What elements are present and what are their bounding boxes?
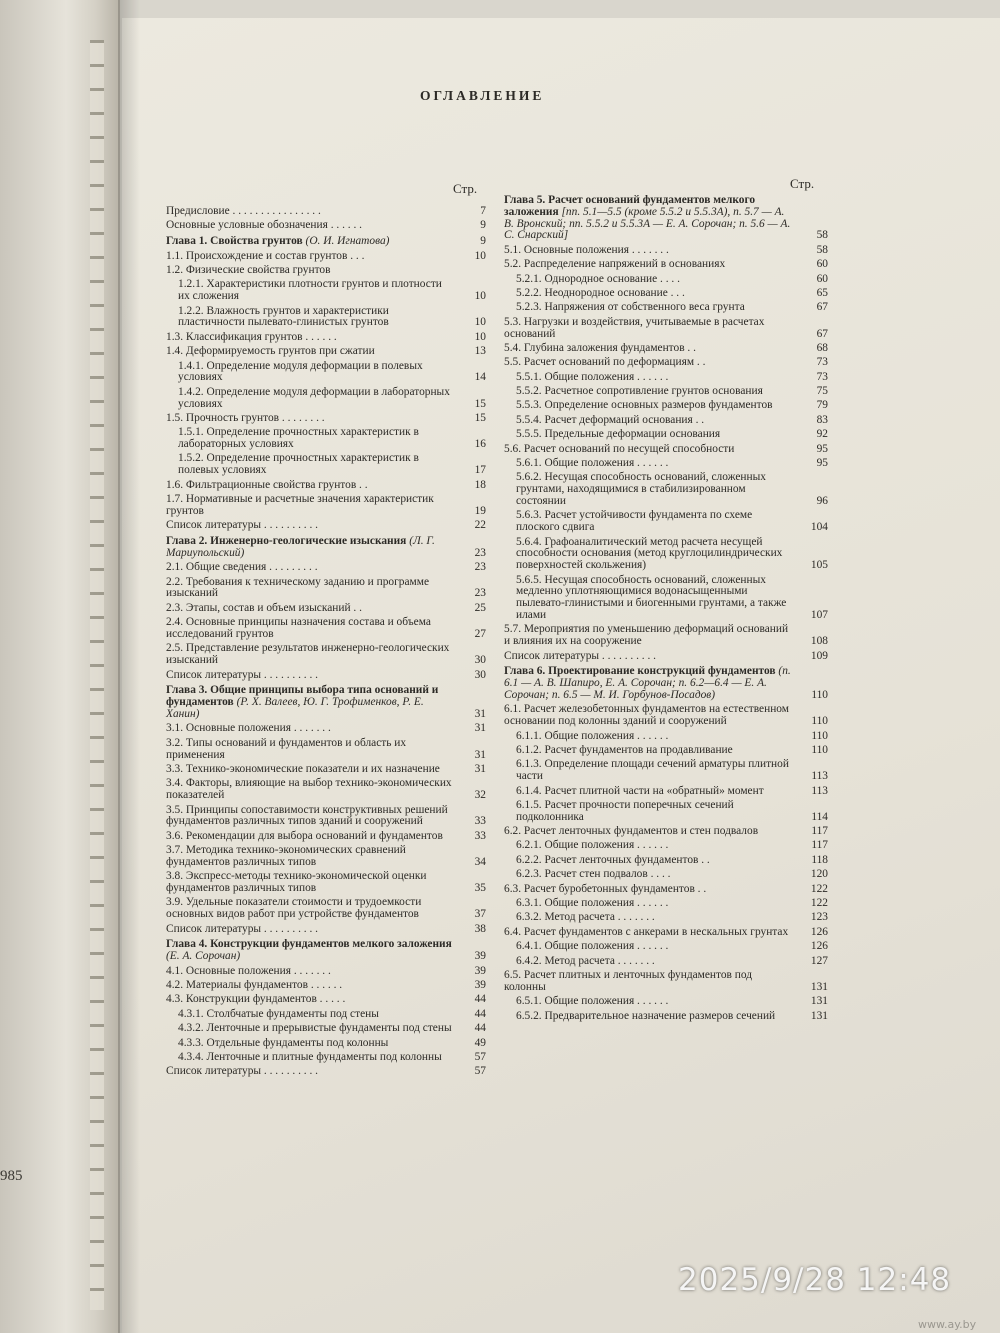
toc-entry-page: 35 [474,882,486,895]
toc-entry-page: 104 [810,521,828,534]
toc-entry-title: 3.4. Факторы, влияющие на выбор технико-экономических показателей [166,777,452,802]
toc-entry-page: 10 [474,330,486,343]
toc-entry-title: 5.6.2. Несущая способность оснований, сложенных грунтами, находящимися в стабилизированном состоянии [516,471,766,508]
toc-entry-title: 6.2. Расчет ленточных фундаментов и стен подвалов [504,825,759,838]
toc-entry-title: 6.2.3. Расчет стен подвалов . . . . [516,868,671,881]
toc-entry-title: 4.3. Конструкции фундаментов . . . . . [166,993,346,1006]
toc-entry-title: 6.3.2. Метод расчета . . . . . . . [516,911,655,924]
toc-entry [166,805,486,829]
toc-entry-title: 6.1.2. Расчет фундаментов на продавливание [516,743,733,756]
toc-entry-title: 5.5. Расчет оснований по деформациям . . [504,356,706,369]
toc-entry [166,279,486,303]
toc-entry-title: 6.2.2. Расчет ленточных фундаментов . . [516,853,710,866]
toc-entry-page: 10 [474,316,486,329]
toc-entry [504,956,828,968]
toc-entry-title: 1.2. Физические свойства грунтов [166,263,331,276]
toc-entry-page: 14 [474,371,486,384]
toc-entry-title: 3.6. Рекомендации для выбора оснований и фундаментов [166,829,443,842]
toc-entry-title: Список литературы . . . . . . . . . . [504,649,657,662]
toc-entry [504,927,828,939]
toc-entry-title: 5.5.1. Общие положения . . . . . . [516,370,669,383]
toc-entry-page: 30 [474,654,486,667]
toc-entry-authors: (Р. Х. Валеев, Ю. Г. Трофименков, Р. Е. Ханин) [166,696,424,720]
toc-entry-page: 33 [474,815,486,828]
toc-entry-page: 25 [474,601,486,614]
toc-entry-page: 19 [474,504,486,517]
toc-entry [166,480,486,492]
toc-entry-page: 117 [811,825,828,838]
toc-entry-page: 83 [816,413,828,426]
toc-entry-title: 1.4. Деформируемость грунтов при сжатии [166,345,375,358]
toc-entry [504,259,828,271]
toc-entry-title: 4.3.4. Ленточные и плитные фундаменты под колонны [178,1050,442,1063]
toc-entry-title: 5.6.1. Общие положения . . . . . . [516,457,669,470]
toc-entry-page: 30 [474,668,486,681]
toc-entry [504,343,828,355]
toc-entry [504,731,828,743]
toc-entry-authors: [пп. 5.1—5.5 (кроме 5.5.2 и 5.5.3А), п. 5.7 — А. В. Вронский; пп. 5.5.2 и 5.5.3А — Е. А. Сорочан; п. 5.6 — А. С. Снарский] [504,205,791,242]
toc-entry-page: 15 [474,411,486,424]
toc-entry [166,346,486,358]
toc-entry-title: 6.1.5. Расчет прочности поперечных сечений подколонника [516,798,734,823]
toc-entry-page: 16 [474,438,486,451]
toc-entry-title: 6.1.3. Определение площади сечений арматуры плитной части [516,758,789,783]
toc-entry-page: 73 [816,356,828,369]
toc-entry-title: 5.5.5. Предельные деформации основания [516,428,721,441]
toc-entry [166,220,486,232]
toc-entry-page: 31 [474,762,486,775]
toc-entry [166,251,486,263]
toc-entry-page: 39 [474,964,486,977]
toc-entry-page: 57 [474,1050,486,1063]
toc-entry-page: 37 [474,908,486,921]
toc-entry [166,994,486,1006]
toc-entry-title: 1.4.1. Определение модуля деформации в полевых условиях [178,359,423,384]
toc-entry [504,444,828,456]
toc-entry-title: 6.4. Расчет фундаментов с анкерами в нескальных грунтах [504,925,789,938]
toc-entry [504,970,828,994]
toc-entry [166,778,486,802]
toc-entry [504,372,828,384]
toc-entry-page: 58 [816,229,828,242]
toc-chapter-entry [166,536,486,560]
toc-entry-title: 5.4. Глубина заложения фундаментов . . [504,341,696,354]
toc-entry-title: 6.4.2. Метод расчета . . . . . . . [516,954,655,967]
toc-entry-title: Предисловие . . . . . . . . . . . . . . . . [166,205,321,217]
toc-entry-page: 32 [474,789,486,802]
toc-entry [166,764,486,776]
toc-entry [504,840,828,852]
toc-entry-title: 1.5.2. Определение прочностных характеристик в полевых условиях [178,452,419,477]
toc-entry [504,800,828,824]
toc-entry-page: 67 [816,327,828,340]
toc-entry-page: 67 [816,301,828,314]
toc-entry-page: 15 [474,397,486,410]
toc-entry [504,941,828,953]
toc-entry-title: 1.3. Классификация грунтов . . . . . . [166,330,337,343]
toc-entry [166,670,486,682]
toc-entry [504,624,828,648]
toc-entry-title: Список литературы . . . . . . . . . . [166,1065,319,1078]
toc-entry [166,924,486,936]
binding-stitches [90,40,104,1310]
toc-entry-title: 4.3.3. Отдельные фундаменты под колонны [178,1036,389,1049]
toc-entry-page: 65 [816,286,828,299]
toc-entry-title: 1.6. Фильтрационные свойства грунтов . . [166,478,368,491]
toc-entry [166,265,486,277]
toc-entry-page: 113 [811,770,828,783]
toc-entry [166,520,486,532]
toc-entry [166,361,486,385]
left-page-number: 985 [0,1168,23,1184]
toc-entry-page: 13 [474,345,486,358]
toc-entry-page: 120 [810,868,828,881]
toc-entry-page: 68 [816,341,828,354]
toc-entry-authors: (Е. А. Сорочан) [166,950,241,963]
toc-entry-page: 127 [810,954,828,967]
toc-entry [166,871,486,895]
toc-entry [166,643,486,667]
toc-right-column [504,191,828,1025]
toc-entry [504,898,828,910]
toc-entry [166,617,486,641]
toc-entry [166,427,486,451]
toc-entry-page: 49 [474,1036,486,1049]
toc-entry-page: 60 [816,272,828,285]
toc-entry-page: 105 [810,559,828,572]
toc-entry-title: 1.7. Нормативные и расчетные значения характеристик грунтов [166,493,434,517]
toc-entry-page: 122 [810,897,828,910]
toc-entry [166,1038,486,1050]
toc-entry [504,317,828,341]
toc-entry-title: 2.1. Общие сведения . . . . . . . . . [166,561,318,574]
toc-entry-page: 17 [474,464,486,477]
toc-entry-title: 5.1. Основные положения . . . . . . . [504,243,669,256]
toc-entry-page: 23 [474,546,486,559]
toc-entry-title: 1.2.2. Влажность грунтов и характеристики пластичности пылевато-глинистых грунтов [178,304,389,329]
toc-entry [504,458,828,470]
toc-entry-page: 10 [474,290,486,303]
toc-entry [166,831,486,843]
toc-entry-title: 1.1. Происхождение и состав грунтов . . . [166,249,365,262]
toc-entry-page: 33 [474,829,486,842]
toc-entry [166,206,486,218]
toc-entry-title: 3.2. Типы оснований и фундаментов и область их применения [166,736,407,761]
toc-entry-page: 58 [816,243,828,256]
toc-entry [504,759,828,783]
toc-entry-page: 123 [810,911,828,924]
toc-entry-title: Список литературы . . . . . . . . . . [166,668,319,681]
toc-entry-title: 5.2.1. Однородное основание . . . . [516,272,680,285]
toc-entry-page: 107 [810,608,828,621]
toc-entry [504,884,828,896]
toc-entry [166,1066,486,1078]
toc-entry-title: 6.5. Расчет плитных и ленточных фундаментов под колонны [504,968,753,993]
toc-entry-page: 7 [480,205,486,217]
left-page-column-header: Стр. [453,181,478,196]
toc-entry-title: 6.5.2. Предварительное назначение размеров сечений [516,1009,776,1022]
toc-entry-page: 110 [811,729,828,742]
toc-chapter-entry [166,939,486,963]
toc-entry-page: 18 [474,478,486,491]
toc-entry-title: 4.2. Материалы фундаментов . . . . . . [166,979,343,992]
toc-entry-page: 31 [474,707,486,720]
toc-entry-title: 3.5. Принципы сопоставимости конструктивных решений фундаментов различных типов зданий и сооружений [166,803,448,828]
toc-entry [504,357,828,369]
toc-entry [166,723,486,735]
toc-entry-title: 2.3. Этапы, состав и объем изысканий . . [166,601,362,614]
toc-entry-page: 31 [474,722,486,735]
toc-entry [166,306,486,330]
toc-entry [504,537,828,572]
toc-entry-title: 6.3. Расчет буробетонных фундаментов . . [504,882,707,895]
toc-entry [166,1052,486,1064]
toc-entry [504,1011,828,1023]
toc-entry [504,415,828,427]
toc-entry [166,738,486,762]
toc-entry [166,494,486,518]
toc-entry [504,274,828,286]
toc-entry-page: 114 [811,810,828,823]
toc-entry-title: Список литературы . . . . . . . . . . [166,519,319,532]
toc-entry [166,413,486,425]
toc-entry-title: 1.2.1. Характеристики плотности грунтов и плотности их сложения [178,278,442,303]
toc-entry-page: 44 [474,1022,486,1035]
toc-entry-title: 3.3. Технико-экономические показатели и их назначение [166,762,440,775]
toc-entry [504,996,828,1008]
toc-chapter-entry [166,685,486,720]
toc-chapter-entry [504,195,828,242]
toc-entry [504,826,828,838]
toc-entry [166,897,486,921]
toc-entry [166,387,486,411]
toc-entry [166,980,486,992]
toc-entry-title: 4.3.2. Ленточные и прерывистые фундаменты под стены [178,1022,452,1035]
toc-entry-title: 5.3. Нагрузки и воздействия, учитываемые в расчетах оснований [504,315,765,340]
toc-entry [504,302,828,314]
toc-entry-page: 22 [474,519,486,532]
toc-entry [166,1009,486,1021]
toc-entry-title: 5.6.3. Расчет устойчивости фундамента по схеме плоского сдвига [516,509,753,534]
toc-entry-authors: (п. 6.1 — А. В. Шапиро, Е. А. Сорочан; п. 6.2—6.4 — Е. А. Сорочан; п. 6.5 — М. И. Горбунов-Посадов) [504,665,791,701]
toc-entry [504,245,828,257]
toc-entry-page: 117 [811,839,828,852]
toc-entry-page: 39 [474,950,486,963]
toc-entry-title: 1.4.2. Определение модуля деформации в лабораторных условиях [178,385,450,410]
toc-entry-page: 44 [474,1007,486,1020]
toc-entry-title: Глава 6. Проектирование конструкций фундаментов (п. 6.1 — А. В. Шапиро, Е. А. Сорочан; п. 6.2—6.4 — Е. А. Сорочан; п. 6.5 — М. И. Горбунов-Посадов) [504,665,791,701]
toc-entry-page: 10 [474,249,486,262]
toc-entry-title: 2.2. Требования к техническому заданию и программе изысканий [166,575,430,600]
toc-entry [504,288,828,300]
toc-entry-title: Глава 1. Свойства грунтов (О. И. Игнатова) [166,235,390,248]
toc-entry [166,332,486,344]
toc-entry-title: 2.5. Представление результатов инженерно-геологических изысканий [166,642,450,667]
toc-entry-page: 79 [816,399,828,412]
toc-entry-page: 126 [810,925,828,938]
toc-entry-page: 39 [474,979,486,992]
toc-entry-title: 5.5.4. Расчет деформаций основания . . [516,413,705,426]
toc-entry-title: Глава 2. Инженерно-геологические изыскания (Л. Г. Мариупольский) [166,535,435,559]
toc-entry-page: 110 [811,688,828,701]
toc-entry [166,845,486,869]
toc-entry-title: 4.1. Основные положения . . . . . . . [166,964,331,977]
toc-entry-page: 9 [480,219,486,232]
toc-entry-title: 5.6. Расчет оснований по несущей способности [504,442,735,455]
toc-entry-title: 2.4. Основные принципы назначения состава и объема исследований грунтов [166,616,431,640]
toc-entry-title: 5.2. Распределение напряжений в основаниях [504,258,726,271]
toc-entry-page: 23 [474,561,486,574]
toc-entry-page: 122 [810,882,828,895]
toc-entry-title: 6.3.1. Общие положения . . . . . . [516,897,669,910]
toc-entry-page: 95 [816,457,828,470]
toc-entry-title: 1.5. Прочность грунтов . . . . . . . . [166,411,325,424]
right-page-column-header: Стр. [790,176,815,191]
toc-entry-title: 3.7. Методика технико-экономических сравнений фундаментов различных типов [166,844,406,868]
toc-entry-authors: (Л. Г. Мариупольский) [166,535,435,559]
toc-entry-title: 5.5.2. Расчетное сопротивление грунтов основания [516,385,763,398]
toc-entry-page: 108 [810,635,828,648]
toc-entry-page: 118 [811,853,828,866]
toc-entry-title: 6.4.1. Общие положения . . . . . . [516,940,669,953]
toc-entry-page: 95 [816,442,828,455]
toc-entry-title: 5.2.3. Напряжения от собственного веса грунта [516,301,745,314]
toc-entry-page: 110 [811,743,828,756]
toc-entry-title: 5.6.4. Графоаналитический метод расчета несущей способности основания (метод круглоцилиндрических поверхностей скольжения) [516,535,783,572]
toc-entry-title: 5.2.2. Неоднородное основание . . . [516,286,685,299]
toc-entry [504,745,828,757]
toc-entry-title: 5.5.3. Определение основных размеров фундаментов [516,399,773,412]
toc-entry [504,912,828,924]
toc-entry-title: Глава 4. Конструкции фундаментов мелкого заложения (Е. А. Сорочан) [166,938,452,963]
toc-entry-authors: (О. И. Игнатова) [305,235,390,248]
toc-entry-title: 6.1.4. Расчет плитной части на «обратный» момент [516,784,764,797]
toc-entry-title: Основные условные обозначения . . . . . . [166,219,363,232]
gutter-shadow [118,0,140,1333]
toc-entry-page: 38 [474,922,486,935]
toc-entry-page: 75 [816,385,828,398]
toc-entry [504,386,828,398]
toc-entry-title: 4.3.1. Столбчатые фундаменты под стены [178,1007,379,1020]
toc-entry-page: 23 [474,587,486,600]
toc-chapter-entry [504,666,828,701]
toc-entry-title: 5.6.5. Несущая способность оснований, сложенных медленно уплотняющимися водонасыщенными пылевато-глинистыми и биогенными грунтами, а также илами [516,573,787,621]
toc-entry-page: 131 [810,995,828,1008]
toc-entry [166,1023,486,1035]
toc-entry [504,472,828,507]
toc-entry [166,966,486,978]
toc-entry [166,453,486,477]
toc-entry [504,575,828,622]
toc-entry [504,869,828,881]
toc-entry-page: 110 [811,715,828,728]
toc-entry-page: 73 [816,370,828,383]
toc-entry [504,651,828,663]
toc-entry-title: 3.8. Экспресс-методы технико-экономической оценки фундаментов различных типов [166,870,427,895]
toc-entry-title: Список литературы . . . . . . . . . . [166,922,319,935]
toc-entry-title: 1.5.1. Определение прочностных характеристик в лабораторных условиях [178,426,419,451]
toc-entry-page: 113 [811,784,828,797]
toc-entry-title: 3.1. Основные положения . . . . . . . [166,722,331,735]
toc-entry-title: Глава 5. Расчет оснований фундаментов мелкого заложения [пп. 5.1—5.5 (кроме 5.5.2 и 5.5.3А), п. 5.7 — А. В. Вронский; пп. 5.5.2 и 5.5.3А — Е. А. Сорочан; п. 5.6 — А. С. Снарский] [504,194,791,242]
toc-entry-title: 6.5.1. Общие положения . . . . . . [516,995,669,1008]
toc-entry [504,400,828,412]
toc-entry-page: 131 [810,1009,828,1022]
toc-entry [166,562,486,574]
toc-entry-page: 60 [816,258,828,271]
toc-entry [504,855,828,867]
toc-entry [166,603,486,615]
toc-entry-page: 92 [816,428,828,441]
toc-entry-title: 5.7. Мероприятия по уменьшению деформаций оснований и влияния их на сооружение [504,623,789,648]
toc-entry-page: 27 [474,627,486,640]
toc-entry-page: 96 [816,495,828,508]
toc-entry-page: 57 [474,1065,486,1078]
toc-entry [504,704,828,728]
toc-entry-page: 131 [810,980,828,993]
toc-chapter-entry [166,236,486,248]
toc-entry-title: Глава 3. Общие принципы выбора типа оснований и фундаментов (Р. Х. Валеев, Ю. Г. Трофименков, Р. Е. Ханин) [166,684,439,720]
toc-entry-page: 31 [474,748,486,761]
photo-timestamp: 2025/9/28 12:48 [678,1262,952,1298]
toc-left-column [166,206,486,1081]
toc-entry-title: 6.1. Расчет железобетонных фундаментов на естественном основании под колонны зданий и сооружений [504,703,789,728]
toc-entry-page: 126 [810,940,828,953]
toc-entry [166,577,486,601]
toc-entry [504,429,828,441]
toc-entry-page: 34 [474,855,486,868]
watermark: www.ay.by [918,1318,977,1331]
toc-entry-page: 9 [480,235,486,248]
page-title: ОГЛАВЛЕНИЕ [420,88,545,103]
toc-entry-title: 6.1.1. Общие положения . . . . . . [516,729,669,742]
toc-entry-title: 6.2.1. Общие положения . . . . . . [516,839,669,852]
toc-entry [504,786,828,798]
toc-entry-title: 3.9. Удельные показатели стоимости и трудоемкости основных видов работ при устройстве фундаментов [166,896,422,921]
toc-entry [504,510,828,534]
toc-entry-page: 44 [474,993,486,1006]
toc-entry-page: 109 [810,649,828,662]
